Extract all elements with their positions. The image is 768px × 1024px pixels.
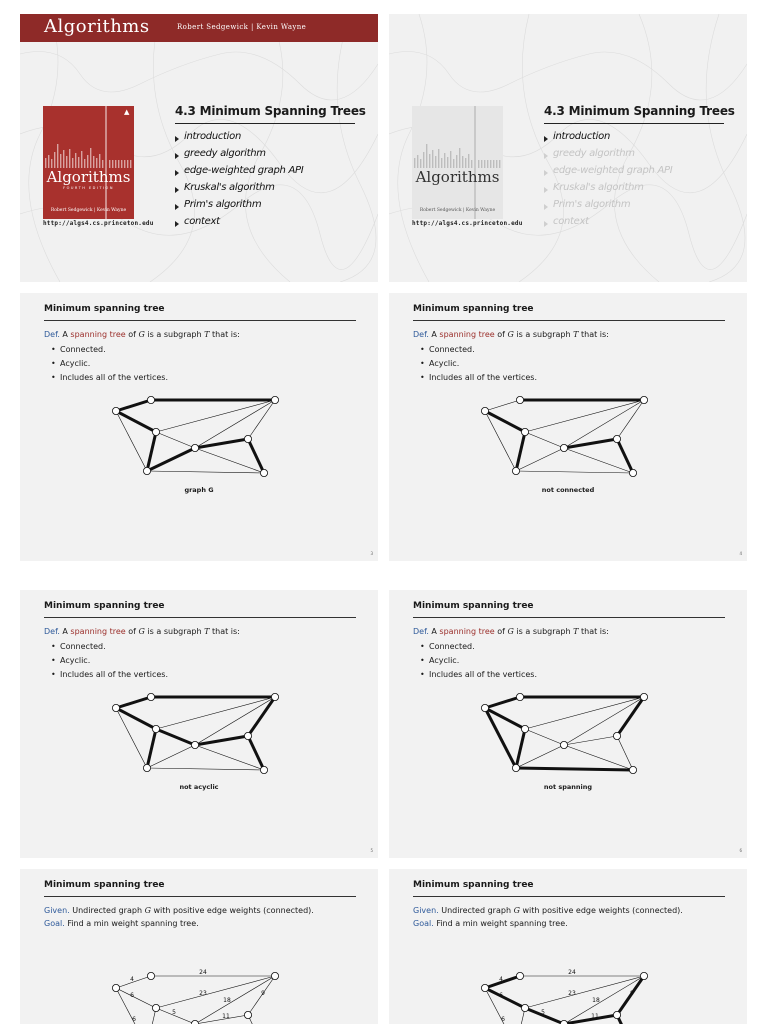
graph-vertex [271, 396, 278, 403]
graph-vertex [560, 741, 567, 748]
graph-vertex [481, 984, 488, 991]
graph-diagram [389, 293, 747, 561]
edge-weight-label: 23 [199, 990, 207, 997]
goal-body: Find a min weight spanning tree. [67, 919, 199, 928]
authors: Robert Sedgewick | Kevin Wayne [177, 23, 307, 31]
given-body: with positive edge weights (connected). [150, 906, 314, 915]
graph-edge [525, 400, 644, 432]
goal-label: Goal. [44, 919, 65, 928]
graph-edge-bold [516, 432, 525, 471]
graph-vertex [147, 972, 154, 979]
page-number: 4 [739, 551, 742, 556]
bullet-item: • Acyclic. [44, 359, 168, 373]
edge-weight-label: 11 [222, 1013, 230, 1020]
def-var: T [573, 330, 579, 339]
graph-caption: not spanning [543, 783, 593, 791]
def-text: of [494, 627, 508, 636]
graph-edge-bold [147, 432, 156, 471]
def-text: that is: [209, 330, 240, 339]
def-text: is a subgraph [513, 330, 574, 339]
def-label: Def. [44, 627, 60, 636]
graph-diagram [389, 590, 747, 858]
book-cover [412, 106, 503, 219]
cover-title: Algorithms [415, 168, 500, 186]
page-number: 3 [370, 551, 373, 556]
def-var: G [138, 627, 145, 636]
graph-vertex [112, 407, 119, 414]
book-url[interactable]: http://algs4.cs.princeton.edu [43, 220, 154, 227]
edge-weight-label: 24 [199, 969, 207, 976]
graph-edge [156, 976, 275, 1008]
graph-vertex [260, 766, 267, 773]
def-text: that is: [209, 627, 240, 636]
graph-diagram [20, 590, 378, 858]
graph-vertex [112, 984, 119, 991]
edge-weight-label: 6 [501, 1016, 505, 1023]
bullet-item: • Acyclic. [44, 656, 168, 670]
cover-authors: Robert Sedgewick | Kevin Wayne [50, 208, 127, 213]
graph-vertex [640, 396, 647, 403]
graph-edge-bold [485, 988, 525, 1008]
title-banner [20, 14, 378, 42]
chapter-title: 4.3 Minimum Spanning Trees [175, 104, 366, 118]
edge-weight-label: 23 [568, 990, 576, 997]
graph-vertex [244, 732, 251, 739]
slide-title: Minimum spanning tree [44, 880, 165, 890]
graph-edge [525, 432, 564, 448]
def-var: T [204, 627, 210, 636]
edge-weight-label: 9 [630, 990, 634, 997]
edge-weight-label: 4 [130, 976, 134, 983]
graph-edge [147, 745, 195, 768]
graph-caption: not connected [541, 486, 595, 494]
def-var: T [204, 330, 210, 339]
graph-vertex [191, 1020, 198, 1024]
graph-vertex [191, 741, 198, 748]
def-text: of [125, 330, 139, 339]
weighted-graph-diagram [389, 869, 747, 1024]
toc-item[interactable]: greedy algorithm [544, 148, 672, 165]
graph-vertex [512, 764, 519, 771]
graph-edge-bold [516, 729, 525, 768]
def-text: A [431, 627, 440, 636]
graph-edge [156, 432, 195, 448]
graph-edge [516, 745, 564, 768]
graph-edge-bold [485, 697, 520, 708]
graph-edge [525, 729, 564, 745]
edge-weight-label: 9 [261, 990, 265, 997]
graph-vertex [521, 725, 528, 732]
graph-caption: not acyclic [179, 783, 219, 791]
toc-item[interactable]: greedy algorithm [175, 148, 303, 165]
edge-weight-label: 18 [592, 997, 600, 1004]
chapter-divider [175, 123, 355, 124]
graph-vertex [521, 428, 528, 435]
edge-weight-label: 18 [223, 997, 231, 1004]
def-text: that is: [578, 627, 609, 636]
definition-slide [20, 590, 378, 858]
graph-vertex [143, 764, 150, 771]
title-slide [20, 14, 378, 282]
graph-vertex [271, 693, 278, 700]
toc-item[interactable]: Prim's algorithm [544, 199, 672, 216]
bullet-item: • Connected. [413, 345, 537, 359]
given-var: G [513, 906, 520, 915]
edge-weight-label: 6 [130, 992, 134, 999]
book-url[interactable]: http://algs4.cs.princeton.edu [412, 220, 523, 227]
graph-vertex [481, 704, 488, 711]
def-text: is a subgraph [144, 330, 205, 339]
graph-edge [485, 400, 520, 411]
def-var: G [507, 627, 514, 636]
def-text: A [431, 330, 440, 339]
graph-edge-bold [116, 697, 151, 708]
bullet-item: • Includes all of the vertices. [44, 670, 168, 684]
graph-vertex [152, 1004, 159, 1011]
graph-vertex [512, 467, 519, 474]
def-var: T [573, 627, 579, 636]
graph-edge [248, 400, 275, 439]
def-term: spanning tree [70, 330, 126, 339]
given-body: Undirected graph [441, 906, 514, 915]
slide-title: Minimum spanning tree [413, 304, 534, 314]
cover-edition: FOURTH EDITION [63, 186, 114, 190]
def-text: of [125, 627, 139, 636]
graph-vertex [516, 972, 523, 979]
graph-edge-bold [516, 768, 633, 770]
cover-spine [474, 106, 476, 219]
given-body: with positive edge weights (connected). [519, 906, 683, 915]
toc-item[interactable]: introduction [175, 131, 303, 148]
def-var: G [507, 330, 514, 339]
graph-edge-bold [147, 729, 156, 768]
graph-vertex [147, 396, 154, 403]
graph-edge [147, 768, 264, 770]
cover-spine [105, 106, 107, 219]
chapter-title: 4.3 Minimum Spanning Trees [544, 104, 735, 118]
given-label: Given. [413, 906, 439, 915]
edge-weight-label: 6 [132, 1016, 136, 1023]
graph-vertex [629, 766, 636, 773]
graph-vertex [613, 732, 620, 739]
def-term: spanning tree [439, 627, 495, 636]
bullet-item: • Connected. [44, 345, 168, 359]
graph-edge-bold [116, 411, 156, 432]
given-body: Undirected graph [72, 906, 145, 915]
bullet-item: • Connected. [44, 642, 168, 656]
chapter-divider [544, 123, 724, 124]
graph-vertex [516, 396, 523, 403]
cover-title: Algorithms [46, 168, 131, 186]
graph-edge-bold [116, 708, 156, 729]
cover-bars [43, 140, 134, 168]
book-cover [43, 106, 134, 219]
graph-vertex [613, 1011, 620, 1018]
bullet-item: • Connected. [413, 642, 537, 656]
graph-edge [516, 448, 564, 471]
def-label: Def. [413, 330, 429, 339]
graph-vertex [260, 469, 267, 476]
goal-body: Find a min weight spanning tree. [436, 919, 568, 928]
cover-authors: Robert Sedgewick | Kevin Wayne [419, 208, 496, 213]
graph-diagram [20, 293, 378, 561]
edge-weight-label: 4 [499, 976, 503, 983]
def-text: is a subgraph [513, 627, 574, 636]
graph-vertex [244, 435, 251, 442]
graph-vertex [112, 704, 119, 711]
bullet-item: • Includes all of the vertices. [44, 373, 168, 387]
definition-slide [389, 293, 747, 561]
graph-edge-bold [248, 697, 275, 736]
graph-edge [116, 988, 156, 1008]
toc-item[interactable]: context [544, 216, 672, 233]
def-text: A [62, 330, 71, 339]
edge-weight-label: 5 [541, 1009, 545, 1016]
bullet-item: • Acyclic. [413, 656, 537, 670]
book-title: Algorithms [44, 16, 150, 37]
given-var: G [144, 906, 151, 915]
edge-weight-label: 11 [591, 1013, 599, 1020]
graph-vertex [629, 469, 636, 476]
toc-item[interactable]: Kruskal's algorithm [175, 182, 303, 199]
edge-weight-label: 24 [568, 969, 576, 976]
toc-item[interactable]: edge-weighted graph API [544, 165, 672, 182]
page-number: 5 [370, 848, 373, 853]
publisher-logo-icon: ▲ [124, 108, 130, 116]
graph-edge-bold [116, 400, 151, 411]
bullet-item: • Acyclic. [413, 359, 537, 373]
graph-vertex [521, 1004, 528, 1011]
table-of-contents [544, 131, 672, 233]
graph-vertex [640, 972, 647, 979]
graph-vertex [516, 693, 523, 700]
edge-weight-label: 5 [172, 1009, 176, 1016]
graph-edge-bold [485, 411, 525, 432]
graph-vertex [147, 693, 154, 700]
slide-title: Minimum spanning tree [413, 601, 534, 611]
def-text: of [494, 330, 508, 339]
goal-label: Goal. [413, 919, 434, 928]
weighted-graph-diagram [20, 869, 378, 1024]
definition-slide [389, 590, 747, 858]
toc-item[interactable]: edge-weighted graph API [175, 165, 303, 182]
graph-edge [147, 471, 264, 473]
graph-vertex [481, 407, 488, 414]
graph-vertex [143, 467, 150, 474]
page-number: 6 [739, 848, 742, 853]
def-var: G [138, 330, 145, 339]
graph-vertex [560, 444, 567, 451]
def-text: A [62, 627, 71, 636]
graph-vertex [560, 1020, 567, 1024]
problem-slide [389, 869, 747, 1024]
def-label: Def. [44, 330, 60, 339]
slide-title: Minimum spanning tree [44, 304, 165, 314]
graph-vertex [613, 435, 620, 442]
graph-vertex [191, 444, 198, 451]
given-label: Given. [44, 906, 70, 915]
graph-edge [564, 745, 633, 770]
graph-vertex [152, 428, 159, 435]
bullet-item: • Includes all of the vertices. [413, 670, 537, 684]
graph-vertex [244, 1011, 251, 1018]
toc-item[interactable]: context [175, 216, 303, 233]
section-slide [389, 14, 747, 282]
problem-slide [20, 869, 378, 1024]
def-text: that is: [578, 330, 609, 339]
graph-edge [156, 400, 275, 432]
graph-edge-bold [617, 697, 644, 736]
edge-weight-label: 6 [499, 992, 503, 999]
def-label: Def. [413, 627, 429, 636]
graph-edge [516, 471, 633, 473]
graph-edge [195, 976, 275, 1024]
slide-title: Minimum spanning tree [413, 880, 534, 890]
graph-vertex [152, 725, 159, 732]
def-term: spanning tree [439, 330, 495, 339]
graph-edge-bold [147, 448, 195, 471]
def-text: is a subgraph [144, 627, 205, 636]
toc-item[interactable]: Prim's algorithm [175, 199, 303, 216]
graph-vertex [640, 693, 647, 700]
graph-edge [617, 400, 644, 439]
toc-item-active[interactable]: introduction [544, 131, 672, 148]
toc-item[interactable]: Kruskal's algorithm [544, 182, 672, 199]
bullet-item: • Includes all of the vertices. [413, 373, 537, 387]
definition-slide [20, 293, 378, 561]
cover-bars [412, 140, 503, 168]
graph-caption: graph G [184, 486, 214, 494]
graph-edge [564, 697, 644, 745]
slide-title: Minimum spanning tree [44, 601, 165, 611]
table-of-contents [175, 131, 303, 233]
def-term: spanning tree [70, 627, 126, 636]
graph-edge-bold [156, 729, 195, 745]
graph-vertex [271, 972, 278, 979]
